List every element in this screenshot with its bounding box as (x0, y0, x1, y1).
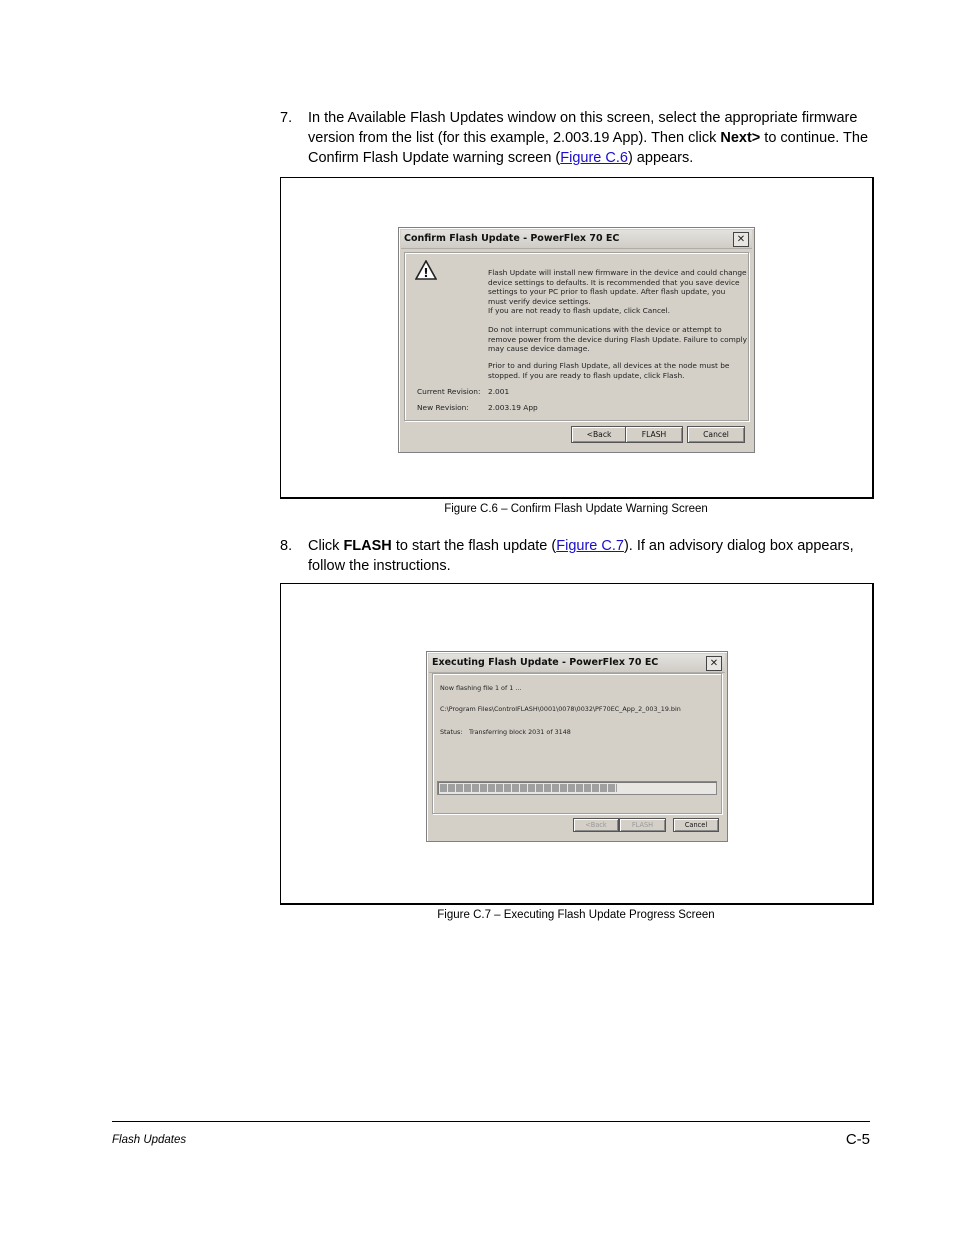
figure-c7-frame (280, 583, 874, 905)
current-revision-label: Current Revision: (417, 387, 481, 396)
flash-button[interactable]: FLASH (619, 818, 666, 832)
executing-flash-dialog (426, 651, 728, 842)
status-label: Status: (440, 728, 463, 736)
new-revision-value: 2.003.19 App (488, 403, 538, 412)
back-button[interactable]: <Back (571, 426, 627, 443)
back-button[interactable]: <Back (573, 818, 619, 832)
step-7 (280, 108, 880, 170)
status-value: Transferring block 2031 of 3148 (469, 728, 571, 736)
cancel-button[interactable]: Cancel (673, 818, 719, 832)
next-label: Next> (720, 130, 761, 146)
cancel-button[interactable]: Cancel (687, 426, 745, 443)
progress-panel (432, 673, 722, 814)
step-text: Click FLASH to start the flash update (Figure C.7). If an advisory dialog box appears, follow the instructions. (308, 538, 854, 574)
figure-c6-link[interactable]: Figure C.6 (560, 150, 628, 166)
close-icon[interactable]: ✕ (733, 232, 749, 247)
flashing-file-text: Now flashing file 1 of 1 ... (440, 684, 522, 692)
step-number: 8. (280, 538, 293, 554)
step-number: 7. (280, 110, 293, 126)
warning-icon (415, 260, 437, 280)
warning-paragraph-2: Do not interrupt communications with the device or attempt to remove power from the device during Flash Update. Failure to comply may cause device damage. (488, 325, 747, 354)
footer-rule (112, 1121, 870, 1122)
close-icon[interactable]: ✕ (706, 656, 722, 671)
figure-c7-caption: Figure C.7 – Executing Flash Update Progress Screen (437, 909, 715, 921)
title-bar (429, 654, 725, 673)
step-text: In the Available Flash Updates window on this screen, select the appropriate firmware version from the list (for this example, 2.003.19 App). Then click Next> to continue. The Confirm Flash Update warning screen (Figure C.6) appears. (308, 110, 869, 166)
flash-button[interactable]: FLASH (625, 426, 683, 443)
new-revision-label: New Revision: (417, 403, 469, 412)
svg-text:!: ! (423, 266, 429, 280)
step-8 (280, 536, 880, 578)
footer-section-title: Flash Updates (112, 1134, 187, 1146)
page-number: C-5 (845, 1131, 870, 1148)
confirm-flash-dialog (398, 227, 755, 453)
progress-fill (440, 784, 617, 792)
figure-c7-link[interactable]: Figure C.7 (556, 538, 624, 554)
warning-paragraph-1: Flash Update will install new firmware in the device and could change device settings to defaults. It is recommended that you save device settings to your PC prior to flash update. After flash update, you must verify device settings. If you are not ready to flash update, click Cancel. (488, 268, 747, 316)
flash-label: FLASH (343, 538, 392, 554)
file-path-text: C:\Program Files\ControlFLASH\0001\0078\0032\PF70EC_App_2_003_19.bin (440, 705, 681, 713)
figure-c6-frame (280, 177, 874, 499)
dialog-title: Executing Flash Update - PowerFlex 70 EC (432, 657, 659, 668)
figure-c6-caption: Figure C.6 – Confirm Flash Update Warning Screen (444, 503, 708, 515)
warning-paragraph-3: Prior to and during Flash Update, all devices at the node must be stopped. If you are ready to flash update, click Flash. (488, 361, 730, 380)
message-panel (404, 252, 749, 421)
dialog-title: Confirm Flash Update - PowerFlex 70 EC (404, 233, 620, 244)
current-revision-value: 2.001 (488, 387, 510, 396)
title-bar (401, 230, 752, 249)
progress-bar (437, 781, 717, 795)
